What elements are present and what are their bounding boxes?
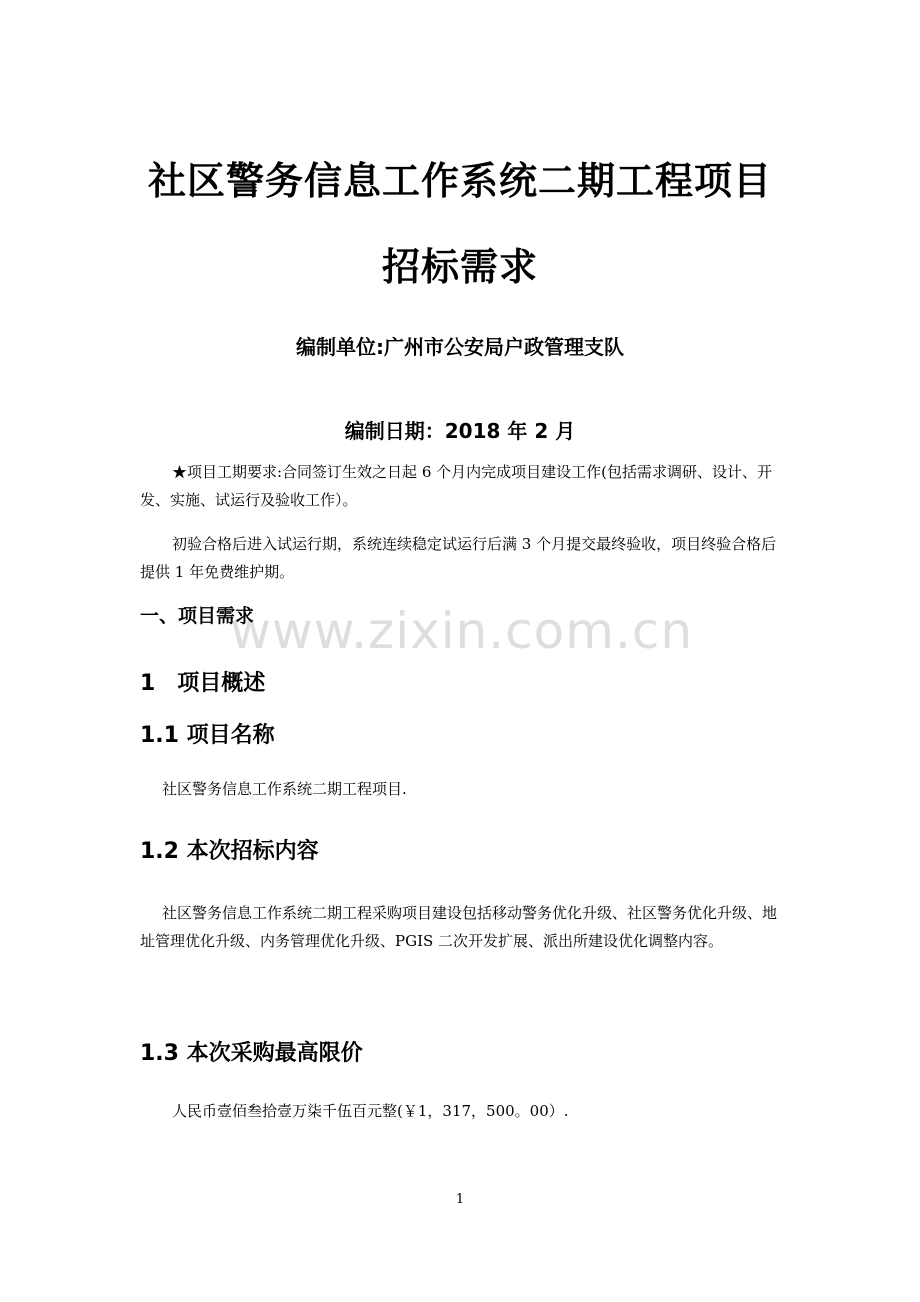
max-price-paragraph: 人民币壹佰叁拾壹万柒千伍百元整(￥1，317，500。00）.	[172, 1102, 569, 1120]
heading-project-overview: 1 项目概述	[140, 671, 266, 696]
project-name-paragraph: 社区警务信息工作系统二期工程项目.	[162, 780, 407, 798]
document-title-line2: 招标需求	[381, 245, 538, 289]
page-number: 1	[455, 1192, 465, 1207]
watermark-text: www.zixin.com.cn	[230, 602, 694, 660]
compiler-unit: 编制单位:广州市公安局户政管理支队	[296, 335, 624, 359]
project-period-paragraph: ★项目工期要求:合同签订生效之日起 6 个月内完成项目建设工作(包括需求调研、设计、开发、实施、试运行及验收工作）。	[140, 463, 772, 509]
tender-content-paragraph: 社区警务信息工作系统二期工程采购项目建设包括移动警务优化升级、社区警务优化升级、地址管理优化升级、内务管理优化升级、PGIS 二次开发扩展、派出所建设优化调整内容。	[140, 904, 778, 950]
heading-tender-content: 1.2 本次招标内容	[140, 839, 319, 864]
trial-run-paragraph: 初验合格后进入试运行期，系统连续稳定试运行后满 3 个月提交最终验收，项目终验合格后提供 1 年免费维护期。	[140, 535, 777, 581]
heading-max-price: 1.3 本次采购最高限价	[140, 1041, 363, 1066]
section-heading-requirements: 一、项目需求	[140, 605, 255, 627]
document-title-line1: 社区警务信息工作系统二期工程项目	[147, 159, 772, 203]
heading-project-name: 1.1 项目名称	[140, 723, 275, 748]
compile-date: 编制日期：2018 年 2 月	[344, 419, 576, 443]
